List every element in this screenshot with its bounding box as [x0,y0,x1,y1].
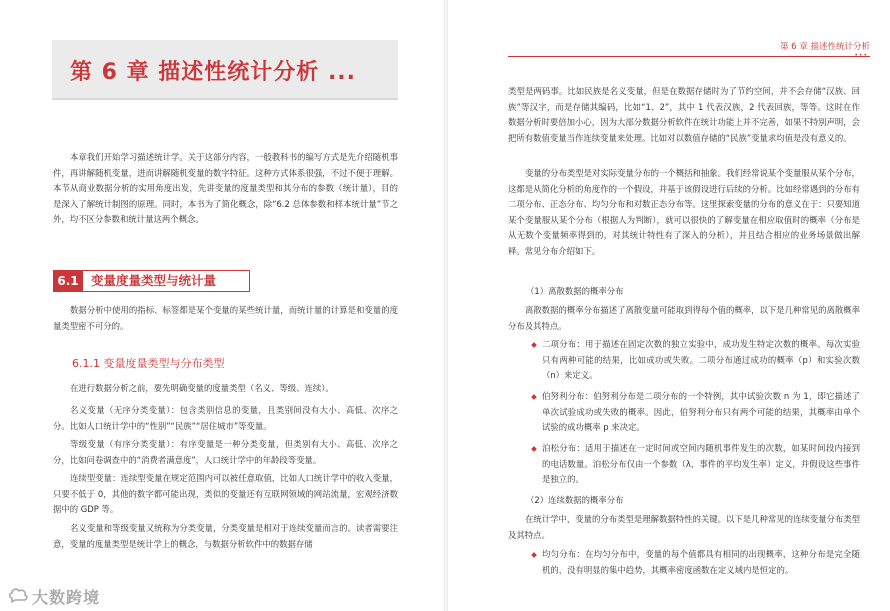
list-item: 伯努利分布：伯努利分布是二项分布的一个特例，其中试验次数 n 为 1，即它描述了单次试验成功或失败的概率。因此，伯努利分布只有两个可能的结果，其概率由单个试验的成功概率 p 来决定。 [542,391,860,432]
list-item: 泊松分布：适用于描述在一定时间或空间内随机事件发生的次数，如某时间段内接到的电话数量。泊松分布仅由一个参数（λ，事件的平均发生率）定义，并假设这些事件是独立的。 [542,443,860,484]
running-head: 第 6 章 描述性统计分析 [779,42,870,52]
paragraph: 变量的分布类型是对实际变量分布的一个概括和抽象。我们经常说某个变量服从某个分布，这都是从简化分析的角度作的一个假设，并基于该假设进行后续的分析。比如经常遇到的分布有二项分布、正态分布、均匀分布和对数正态分布等。这里探索变量的分布的意义在于：只要知道某个变量服从某个分布（根据人为判断），就可以很快的了解变量在相应取值时的概率（分布是从无数个变量频率得到的，对其统计特性有了深入的分析），并且结合相应的业务场景做出解释。常见分布介绍如下。 [508,168,860,256]
bullet-diamond-icon [532,447,538,453]
list-item: 二项分布：用于描述在固定次数的独立实验中，成功发生特定次数的概率。每次实验只有两种可能的结果，比如成功或失败。二项分布通过成功的概率（p）和实验次数（n）来定义。 [542,339,860,380]
chapter-intro: 本章我们开始学习描述统计学。关于这部分内容，一般教科书的编写方式是先介绍随机事件，再讲解随机变量，进而讲解随机变量的数字特征。这种方式体系很强，不过不便于理解。本节从商业数据分析的实用角度出发，先讲变量的度量类型和其分布的参数（统计量），目的是深入了解统计制图的原理。同时，本书为了简化概念，除“6.2 总体参数和样本统计量”节之外，均不区分参数和统计量这两个概念。 [53,152,398,224]
section-number: 6.1 [53,270,83,292]
section-intro: 数据分析中使用的指标、标签都是某个变量的某些统计量，而统计量的计算是和变量的度量类型密不可分的。 [53,305,398,331]
paragraph: 名义变量和等级变量又统称为分类变量，分类变量是相对于连续变量而言的。读者需要注意，变量的度量类型是统计学上的概念，与数据分析软件中的数据存储 [53,523,398,549]
paragraph: 在进行数据分析之前，要先明确变量的度量类型（名义、等级、连续）。 [70,383,334,393]
section-title: 变量度量类型与统计量 [83,270,250,292]
subsection-heading: 6.1.1 变量度量类型与分布类型 [72,357,225,370]
paragraph: 名义变量（无序分类变量）：包含类别信息的变量，且类别间没有大小、高低、次序之分。比如人口统计学中的“性别”“民族”“居住城市”等变量。 [53,405,398,431]
right-page [446,0,890,611]
bullet-diamond-icon [532,343,538,349]
paragraph: 类型是两码事。比如民族是名义变量，但是在数据存储时为了节约空间，并不会存储“汉族、回族”等汉字，而是存储其编码，比如“1、2”，其中 1 代表汉族，2 代表回族，等等。这时在作数据分析时要倍加小心，因为大部分数据分析软件在统计功能上并不完善，如果不特别声明，会把所有数值变量当作连续变量来处理。比如对以数值存储的“民族”变量求均值是没有意义的。 [508,86,860,143]
bullet-diamond-icon [532,553,538,559]
paragraph: 在统计学中，变量的分布类型是理解数据特性的关键。以下是几种常见的连续变量分布类型及其特点。 [508,514,860,540]
subheading-discrete: （1）离散数据的概率分布 [526,286,624,296]
paragraph: 等级变量（有序分类变量）：有序变量是一种分类变量，但类别有大小、高低、次序之分，比如问卷调查中的“消费者满意度”，人口统计学中的年龄段等变量。 [53,439,398,465]
section-heading [53,270,253,292]
subheading-continuous: （2）连续数据的概率分布 [526,495,624,505]
bullet-diamond-icon [532,395,538,401]
running-head-rule [508,56,870,57]
chapter-banner [52,40,398,100]
cloud-bubble-icon [8,585,28,603]
watermark-text: 大数跨境 [32,588,101,607]
paragraph: 离散数据的概率分布描述了离散变量可能取到得每个值的概率，以下是几种常见的离散概率分布及其特点。 [508,305,860,331]
chapter-title: 第 6 章 描述性统计分析 ... [70,60,357,85]
paragraph: 连续型变量：连续型变量在规定范围内可以被任意取值，比如人口统计学中的收入变量，只要不低于 0，其他的数字都可能出现，类似的变量还有互联网领域的网站流量，宏观经济数据中的 GDP 等。 [53,473,398,514]
list-item: 均匀分布：在均匀分布中，变量的每个值都具有相同的出现概率，这种分布是完全随机的，没有明显的集中趋势，其概率密度函数在定义域内是恒定的。 [542,549,860,575]
